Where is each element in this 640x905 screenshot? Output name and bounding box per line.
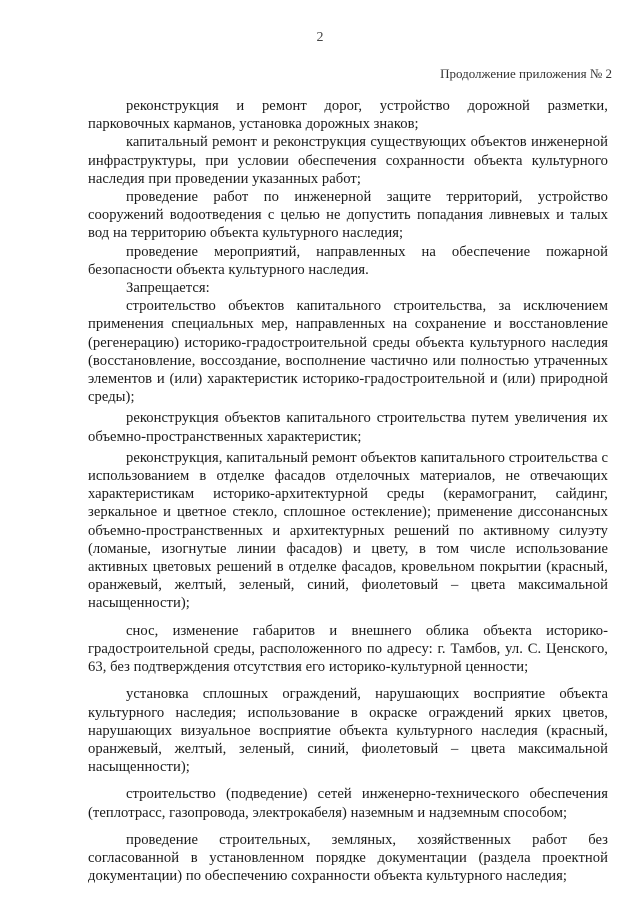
paragraph-infrastructure-repair: капитальный ремонт и реконструкция существующих объектов инженерной инфраструктуры, при условии обеспечения сохранности объекта культурного наследия при проведении указанных работ; <box>88 134 608 187</box>
page-number: 2 <box>316 30 324 45</box>
appendix-note: Продолжение приложения № 2 <box>440 66 612 81</box>
paragraph-road-repair: реконструкция и ремонт дорог, устройство дорожной разметки, парковочных карманов, установка дорожных знаков; <box>88 98 608 133</box>
paragraph-demolition: снос, изменение габаритов и внешнего облика объекта историко-градостроительной среды, расположенного по адресу: г. Тамбов, ул. С. Ценского, 63, без подтверждения отсутствия его историко-культурной ценности; <box>88 622 608 676</box>
paragraph-fences: установка сплошных ограждений, нарушающих восприятие объекта культурного наследия; использование в окраске ограждений ярких цветов, нарушающих визуальное восприятие объекта культурного наследия (красный, оранжевый, желтый, зеленый, синий, фиолетовый – цвета максимальной насыщенности); <box>88 686 608 776</box>
paragraph-fire-safety: проведение мероприятий, направленных на обеспечение пожарной безопасности объекта культурного наследия. <box>88 243 608 278</box>
paragraph-reconstruction-volume: реконструкция объектов капитального строительства путем увеличения их объемно-пространственных характеристик; <box>88 410 608 445</box>
paragraph-capital-construction: строительство объектов капитального строительства, за исключением применения специальных мер, направленных на сохранение и восстановление (регенерацию) историко-градостроительной среды объекта культурного наследия (восстановление, воссоздание, восполнение частично или полностью утраченных элементов и (или) характеристик историко-градостроительной и (или) природной среды); <box>88 298 608 406</box>
paragraph-unapproved-works: проведение строительных, земляных, хозяйственных работ без согласованной в установленном порядке документации (раздела проектной документации) по обеспечению сохранности объекта культурного наследия; <box>88 831 608 885</box>
paragraph-engineering-protection: проведение работ по инженерной защите территорий, устройство сооружений водоотведения с целью не допустить попадания ливневых и талых вод на территорию объекта культурного наследия; <box>88 189 608 242</box>
document-body <box>88 97 608 885</box>
paragraph-utility-networks: строительство (подведение) сетей инженерно-технического обеспечения (теплотрасс, газопровода, электрокабеля) наземным и надземным способом; <box>88 786 608 821</box>
paragraph-facade-materials: реконструкция, капитальный ремонт объектов капитального строительства с использованием в отделке фасадов отделочных материалов, не отвечающих характеристикам историко-архитектурной среды (керамогранит, сайдинг, зеркальное и цветное стекло, сплошное остекление); применение диссонансных объемно-пространственных и архитектурных решений по активному силуэту (ломаные, изогнутые линии фасадов) и цвету, в том числе использование активных цветовых решений в отделке фасадов, кровельном покрытии (красный, оранжевый, желтый, зеленый, синий, фиолетовый – цвета максимальной насыщенности); <box>88 449 608 612</box>
paragraph-prohibited-heading: Запрещается: <box>126 280 210 297</box>
